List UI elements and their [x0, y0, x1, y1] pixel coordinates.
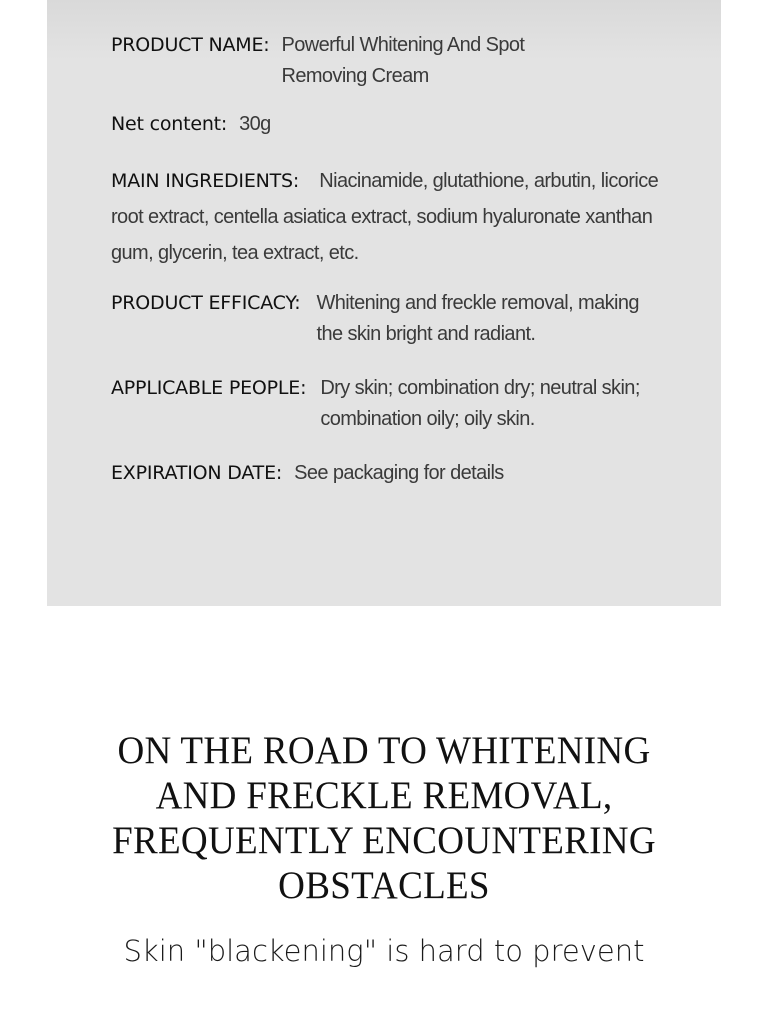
product-name-value: Powerful Whitening And Spot Removing Cream: [281, 34, 525, 87]
spec-row-expiration-date: [111, 458, 504, 489]
product-spec-panel: [47, 0, 721, 606]
main-ingredients-label: MAIN INGREDIENTS:: [111, 170, 300, 192]
product-efficacy-value: Whitening and freckle removal, making the skin bright and radiant.: [316, 292, 639, 345]
applicable-people-value: Dry skin; combination dry; neutral skin; combination oily; oily skin.: [320, 377, 640, 430]
section-subheading: Skin "blackening" is hard to prevent: [123, 934, 645, 968]
applicable-people-label: APPLICABLE PEOPLE:: [111, 377, 307, 399]
spec-row-product-efficacy: [111, 288, 666, 350]
headline-line: AND FRECKLE REMOVAL,: [155, 774, 613, 817]
main-ingredients-value: Niacinamide, glutathione, arbutin, licorice root extract, centella asiatica extract, sodium hyaluronate xanthan gum, glycerin, tea extract, etc.: [111, 170, 659, 264]
expiration-date-label: EXPIRATION DATE:: [111, 462, 283, 484]
product-efficacy-label: PRODUCT EFFICACY:: [111, 292, 301, 314]
product-name-label: PRODUCT NAME:: [111, 34, 270, 56]
expiration-date-value: See packaging for details: [294, 462, 504, 484]
spec-row-product-name: [111, 30, 581, 92]
spec-row-applicable-people: [111, 373, 660, 435]
section-headline: [19, 728, 749, 908]
headline-line: FREQUENTLY ENCOUNTERING: [112, 819, 656, 862]
net-content-label: Net content:: [111, 113, 228, 135]
net-content-value: 30g: [239, 113, 271, 135]
headline-line: ON THE ROAD TO WHITENING: [117, 729, 651, 772]
headline-line: OBSTACLES: [278, 864, 490, 907]
spec-row-net-content: [111, 109, 271, 140]
spec-row-main-ingredients: [111, 163, 691, 271]
